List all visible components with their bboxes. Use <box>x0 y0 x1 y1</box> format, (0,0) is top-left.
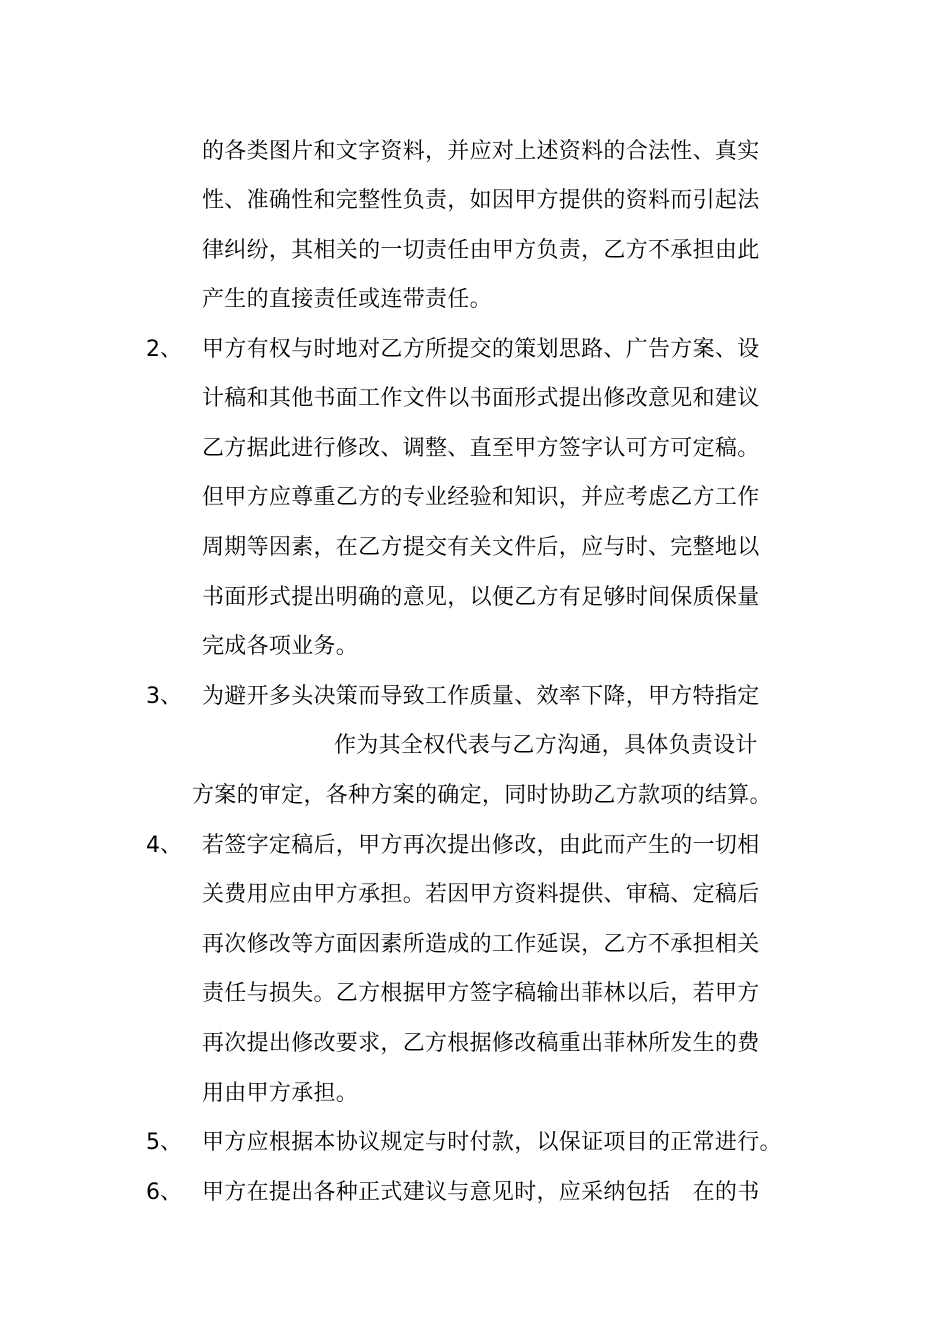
text-line: 再次修改等方面因素所造成的工作延误，乙方不承担相关 <box>202 932 760 957</box>
item-number: 4、 <box>146 833 182 858</box>
item-number: 5、 <box>146 1130 182 1155</box>
text-line: 但甲方应尊重乙方的专业经验和知识，并应考虑乙方工作 <box>202 485 760 510</box>
item-number: 2、 <box>146 337 182 362</box>
text-line: 律纠纷，其相关的一切责任由甲方负责，乙方不承担由此 <box>202 238 760 263</box>
text-line: 为避开多头决策而导致工作质量、效率下降，甲方特指定 <box>202 684 760 709</box>
text-line: 完成各项业务。 <box>202 634 359 659</box>
text-line: 方案的审定，各种方案的确定，同时协助乙方款项的结算。 <box>192 783 772 808</box>
text-line: 性、准确性和完整性负责，如因甲方提供的资料而引起法 <box>202 188 760 213</box>
text-line: 作为其全权代表与乙方沟通，具体负责设计 <box>334 733 758 758</box>
text-line: 用由甲方承担。 <box>202 1081 359 1106</box>
text-line: 书面形式提出明确的意见，以便乙方有足够时间保质保量 <box>202 585 760 610</box>
item-number: 3、 <box>146 684 182 709</box>
text-line: 责任与损失。乙方根据甲方签字稿输出菲林以后，若甲方 <box>202 981 760 1006</box>
text-line: 甲方应根据本协议规定与时付款，以保证项目的正常进行。 <box>202 1130 782 1155</box>
text-line: 再次提出修改要求，乙方根据修改稿重出菲林所发生的费 <box>202 1031 760 1056</box>
text-line: 若签字定稿后，甲方再次提出修改，由此而产生的一切相 <box>202 833 760 858</box>
text-line: 乙方据此进行修改、调整、直至甲方签字认可方可定稿。 <box>202 436 760 461</box>
text-line: 甲方有权与时地对乙方所提交的策划思路、广告方案、设 <box>202 337 760 362</box>
item-number: 6、 <box>146 1180 182 1205</box>
text-line: 产生的直接责任或连带责任。 <box>202 287 492 312</box>
text-line: 甲方在提出各种正式建议与意见时，应采纳包括 在的书 <box>202 1180 760 1205</box>
text-line: 周期等因素，在乙方提交有关文件后，应与时、完整地以 <box>202 535 760 560</box>
text-line: 的各类图片和文字资料，并应对上述资料的合法性、真实 <box>202 139 760 164</box>
text-line: 计稿和其他书面工作文件以书面形式提出修改意见和建议 <box>202 386 760 411</box>
text-line: 关费用应由甲方承担。若因甲方资料提供、审稿、定稿后 <box>202 882 760 907</box>
